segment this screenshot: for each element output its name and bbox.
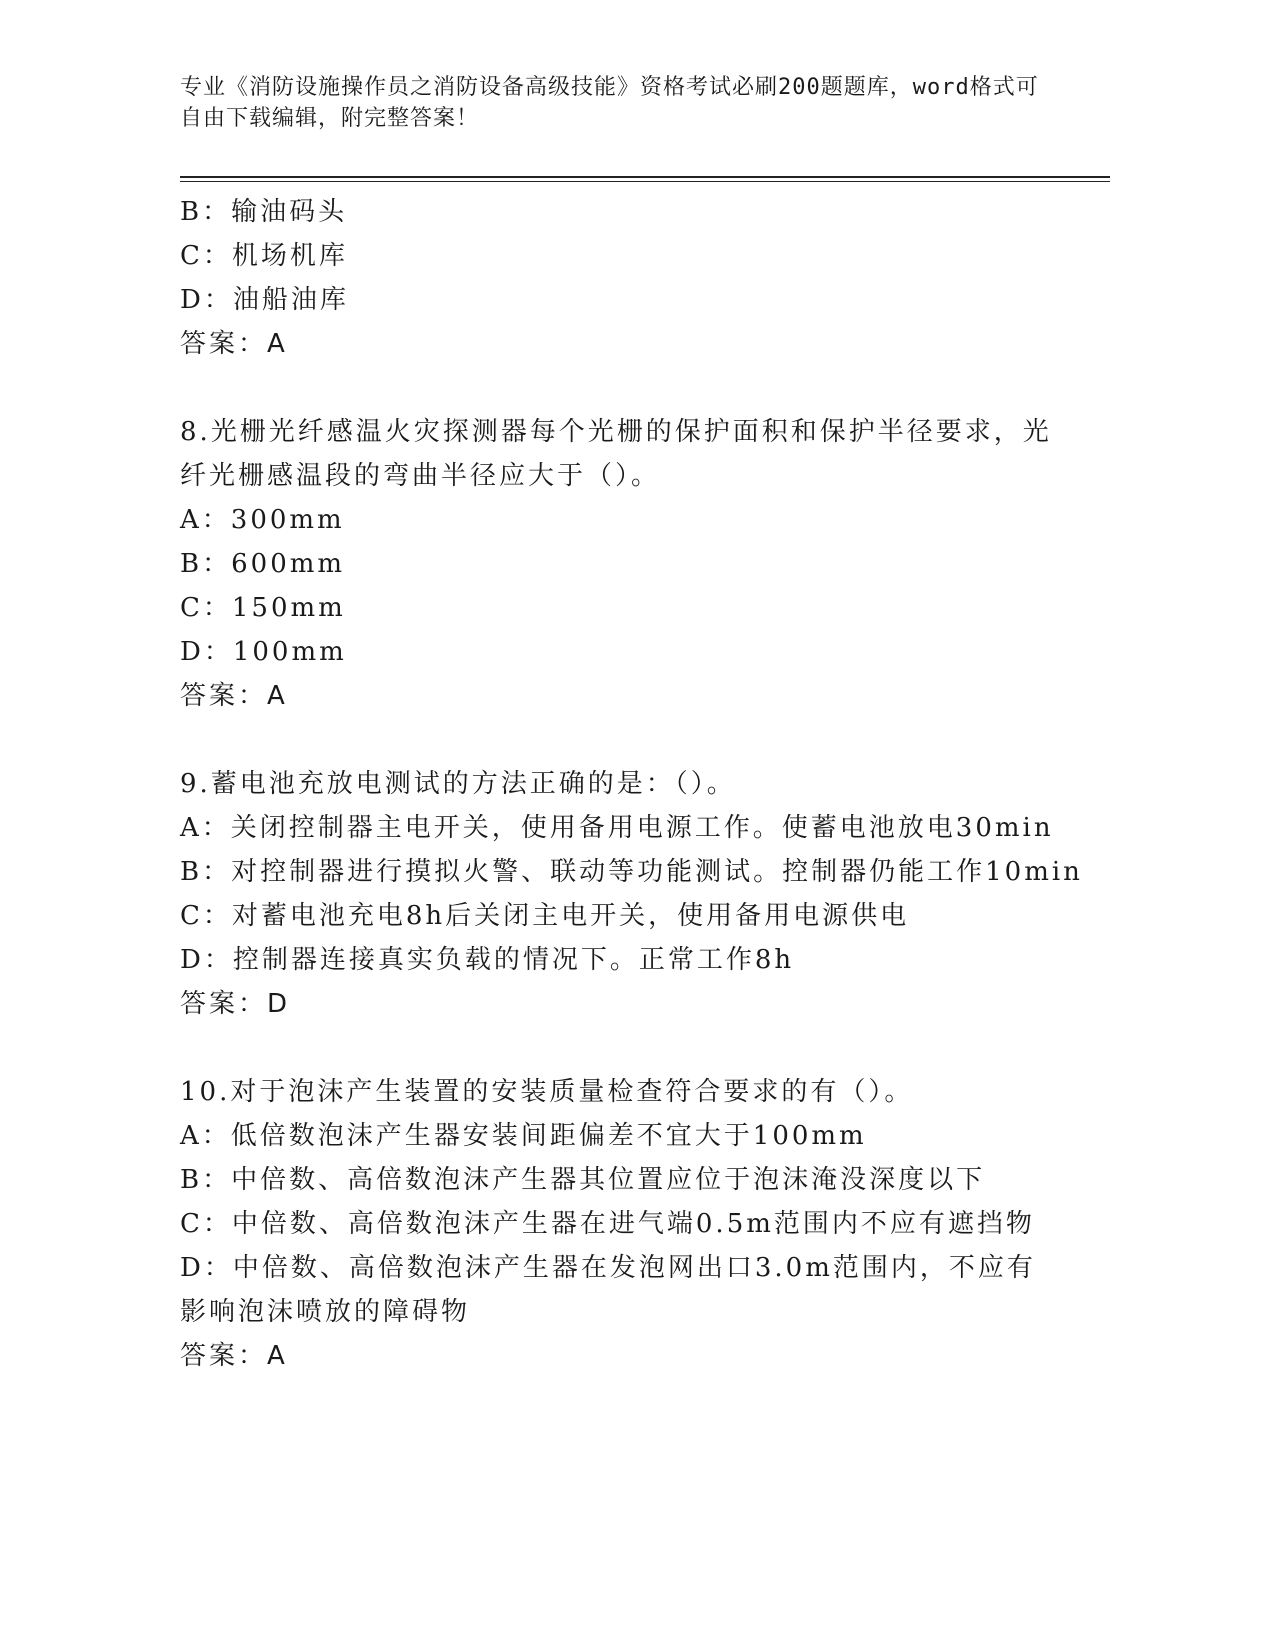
q10-option-a: A：低倍数泡沫产生器安装间距偏差不宜大于100mm <box>180 1121 867 1151</box>
q9-option-c: C：对蓄电池充电8h后关闭主电开关，使用备用电源供电 <box>180 901 910 931</box>
spacer <box>180 718 1060 762</box>
q10-option-c: C：中倍数、高倍数泡沫产生器在进气端0.5m范围内不应有遮挡物 <box>180 1209 1035 1239</box>
q8-option-d: D：100mm <box>180 637 347 667</box>
q8-stem: 8.光栅光纤感温火灾探测器每个光栅的保护面积和保护半径要求，光纤光栅感温段的弯曲半径应大于（）。 <box>180 417 1052 491</box>
header-rule-thin <box>180 181 1110 182</box>
spacer <box>180 366 1060 410</box>
q8-answer: 答案：A <box>180 681 288 711</box>
q10-stem: 10.对于泡沫产生装置的安装质量检查符合要求的有（）。 <box>180 1077 914 1107</box>
q9-option-b: B：对控制器进行摸拟火警、联动等功能测试。控制器仍能工作10min <box>180 857 1083 887</box>
q10-option-d: D：中倍数、高倍数泡沫产生器在发泡网出口3.0m范围内，不应有影响泡沫喷放的障碍物 <box>180 1253 1036 1327</box>
spacer <box>180 1026 1060 1070</box>
q8-option-b: B：600mm <box>180 549 346 579</box>
q7-option-d: D：油船油库 <box>180 285 349 315</box>
q7-answer: 答案：A <box>180 329 288 359</box>
q7-option-b: B：输油码头 <box>180 197 348 227</box>
q9-option-a: A：关闭控制器主电开关，使用备用电源工作。使蓄电池放电30min <box>180 813 1054 843</box>
header-rule-thick <box>180 176 1110 178</box>
q10-option-b: B：中倍数、高倍数泡沫产生器其位置应位于泡沫淹没深度以下 <box>180 1165 986 1195</box>
q9-answer: 答案：D <box>180 989 291 1019</box>
q7-option-c: C：机场机库 <box>180 241 348 271</box>
question-content <box>180 190 1083 1378</box>
q8-option-c: C：150mm <box>180 593 346 623</box>
document-header: 专业《消防设施操作员之消防设备高级技能》资格考试必刷200题题库，word格式可自由下载编辑，附完整答案！ <box>180 75 1039 131</box>
q10-answer: 答案：A <box>180 1341 288 1371</box>
q8-option-a: A：300mm <box>180 505 345 535</box>
q9-stem: 9.蓄电池充放电测试的方法正确的是：（）。 <box>180 769 736 799</box>
q9-option-d: D：控制器连接真实负载的情况下。正常工作8h <box>180 945 795 975</box>
